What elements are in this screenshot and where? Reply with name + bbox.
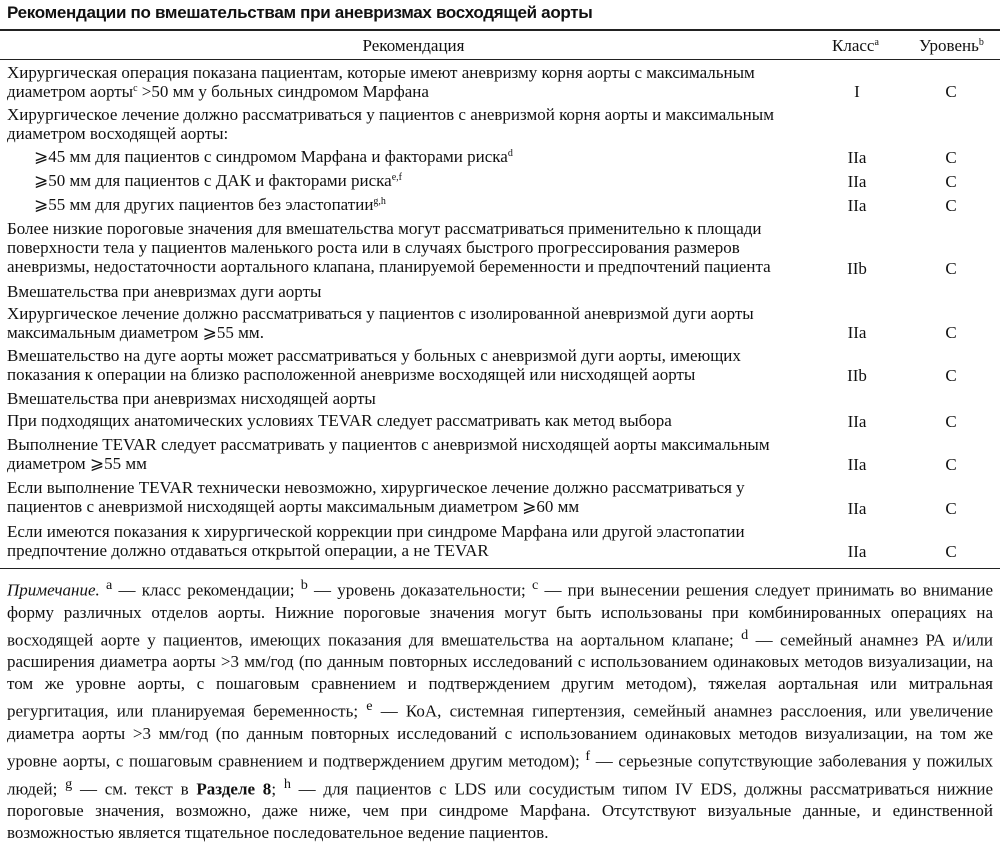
level-cell: C	[945, 148, 957, 167]
level-cell: C	[945, 412, 957, 431]
table-row: Более низкие пороговые значения для вмешательства могут рассматриваться применительно к площади поверхности тела у пациентов маленького роста или в случаях быстрого прогрессирования размеров аневризмы, недостаточности аортального клапана, планируемой беременности и предпочтений пациента IIb C	[0, 216, 1000, 279]
top-rule	[0, 29, 1000, 31]
level-cell: C	[945, 542, 957, 561]
table-row: Выполнение TEVAR следует рассматривать у пациентов с аневризмой нисходящей аорты максимальным диаметром ⩾55 мм IIa C	[0, 432, 1000, 475]
class-cell: IIb	[847, 366, 867, 385]
table-row: ⩾50 мм для пациентов с ДАК и факторами риска$^{e,f}$ IIa C	[0, 168, 1000, 192]
section-row	[0, 279, 1000, 301]
table-row: Хирургическое лечение должно рассматриваться у пациентов с изолированной аневризмой дуги аорты максимальным диаметром ⩾55 мм. IIa C	[0, 301, 1000, 343]
class-cell: IIa	[847, 455, 867, 474]
level-cell: C	[945, 196, 957, 215]
class-cell: IIa	[847, 323, 867, 342]
table-row: ⩾55 мм для других пациентов без эластопатии$^{g,h}$ IIa C	[0, 192, 1000, 216]
table-row: Вмешательство на дуге аорты может рассматриваться у больных с аневризмой дуги аорты, имеющих показания к операции на близко расположенной аневризме восходящей или нисходящей аорты IIb C	[0, 343, 1000, 386]
table-row: Если выполнение TEVAR технически невозможно, хирургическое лечение должно рассматриваться у пациентов с аневризмой нисходящей аорты максимальным диаметром ⩾60 мм IIa C	[0, 475, 1000, 519]
table-row: Хирургическое лечение должно рассматриваться у пациентов с аневризмой корня аорты и максимальным диаметром восходящей аорты:	[7, 105, 774, 143]
level-cell: C	[945, 82, 957, 101]
table-row: Если имеются показания к хирургической коррекции при синдроме Марфана или другой эластопатии предпочтение должно отдаваться открытой операции, а не TEVAR IIa C	[0, 519, 1000, 562]
level-cell: C	[945, 455, 957, 474]
class-cell: IIa	[847, 172, 867, 191]
level-cell: C	[945, 259, 957, 278]
class-cell: IIa	[847, 148, 867, 167]
class-cell: IIa	[847, 196, 867, 215]
section-reference: Разделе 8	[196, 779, 272, 799]
table-footnote: Примечание. $^a$ — класс рекомендации; $^b$ — уровень доказательности; $^c$ — при вынесении решения следует принимать во внимание форму различных отделов аорты. Нижние пороговые значения могут быть использованы при комбинированных операциях на восходящей аорте у пациентов, имеющих показания для вмешательства на аортальном клапане; $^d$ — семейный анамнез РА и/или расширения диаметра аорты >3 мм/год (по данным повторных исследований с использованием одинаковых методов визуализации, на том же уровне аорты, с пошаговым сравнением и подтверждением другим методом), тяжелая аортальная или митральная регургитация, или планируемая беременность; $^e$ — КоА, системная гипертензия, семейный анамнез расслоения, или увеличение диаметра аорты >3 мм/год (по данным повторных исследований с использованием одинаковых методов визуализации, на том же уровне аорты, с пошаговым сравнением и подтверждением другим методом); $^f$ — серьезные сопутствующие заболевания у пожилых людей; $^g$ — см. текст в Разделе 8; $^h$ — для пациентов с LDS или сосудистым типом IV EDS, должны рассматриваться нижние пороговые значения, возможно, даже ниже, чем при синдроме Марфана. Отсутствуют визуальные данные, и единственной возможностью является тщательное последовательное ведение пациентов.	[7, 577, 994, 843]
header-recommendation: Рекомендация	[362, 36, 465, 55]
table-row: Хирургическая операция показана пациентам, которые имеют аневризму корня аорты с максимальным диаметром аорты$^c$ >50 мм у больных синдромом Марфана I C	[0, 60, 1000, 102]
class-cell: I	[854, 82, 860, 101]
header-class: Класс$^a$	[832, 36, 879, 55]
footnote-lead: Примечание.	[7, 580, 100, 600]
level-cell: C	[945, 366, 957, 385]
level-cell: C	[945, 172, 957, 191]
table-row: ⩾45 мм для пациентов с синдромом Марфана и факторами риска$^d$ IIa C	[0, 144, 1000, 168]
level-cell: C	[945, 499, 957, 518]
section-heading: Вмешательства при аневризмах дуги аорты	[7, 282, 322, 301]
class-cell: IIa	[847, 542, 867, 561]
bottom-rule	[0, 568, 1000, 569]
class-cell: IIa	[847, 499, 867, 518]
table-row: При подходящих анатомических условиях TEVAR следует рассматривать как метод выбора IIa C	[0, 408, 1000, 432]
class-cell: IIb	[847, 259, 867, 278]
header-level: Уровень$^b$	[919, 36, 984, 55]
table-title: Рекомендации по вмешательствам при аневризмах восходящей аорты	[7, 3, 593, 22]
class-cell: IIa	[847, 412, 867, 431]
section-heading: Вмешательства при аневризмах нисходящей аорты	[7, 389, 376, 408]
recommendations-table	[0, 60, 1000, 562]
level-cell: C	[945, 323, 957, 342]
section-row	[0, 386, 1000, 408]
